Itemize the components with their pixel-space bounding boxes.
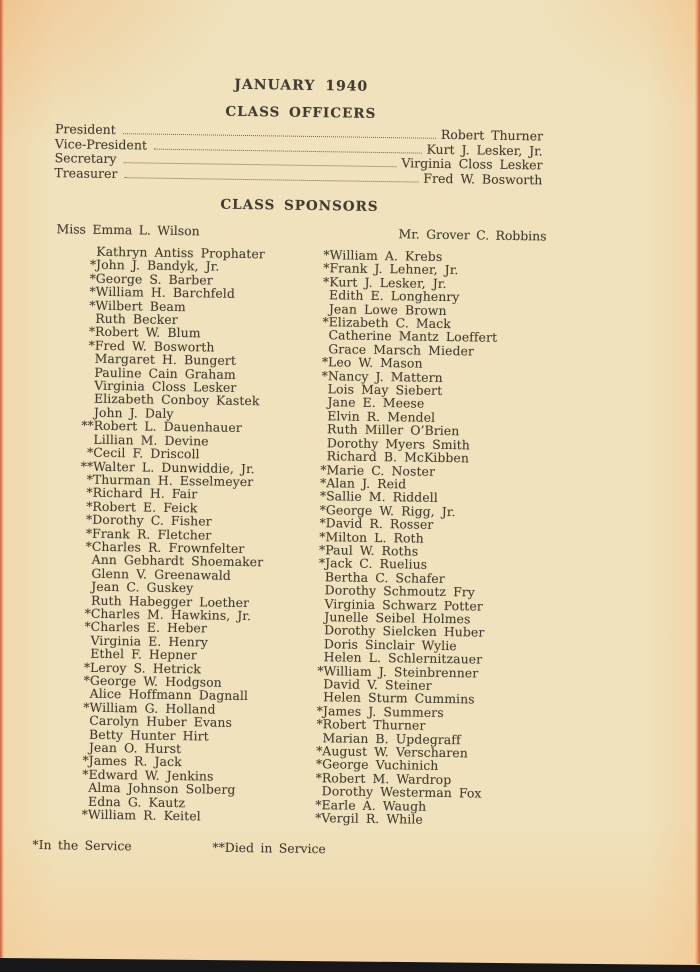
person-name: Kathryn Antiss Prophater (96, 243, 265, 262)
person-name: Bertha C. Schafer (324, 568, 445, 586)
person-name: Leo W. Mason (328, 354, 423, 371)
person-name: Vergil R. While (321, 810, 423, 827)
service-marker: * (88, 324, 96, 340)
person-name: Fred W. Bosworth (94, 337, 215, 355)
service-marker: * (315, 810, 322, 826)
person-name: Ruth Becker (95, 310, 178, 328)
person-name: George S. Barber (95, 270, 213, 288)
person-name: William R. Keitel (87, 806, 201, 824)
person-name: Paul W. Roths (325, 542, 419, 559)
officer-name: Virginia Closs Lesker (401, 155, 543, 173)
person-name: John J. Daly (93, 404, 174, 421)
person-name: Marian B. Updegraff (322, 729, 461, 747)
service-marker: * (89, 283, 96, 300)
person-name: Pauline Cain Graham (94, 364, 236, 382)
person-name: Earle A. Waugh (321, 796, 427, 814)
person-name: Marie C. Noster (326, 461, 436, 479)
person-name: William H. Barchfeld (95, 284, 236, 302)
person-name: Charles M. Hawkins, Jr. (90, 605, 252, 624)
person-name: Dorothy Myers Smith (326, 434, 471, 453)
person-name: William A. Krebs (329, 247, 443, 264)
person-name: Richard B. McKibben (326, 448, 470, 466)
sponsor-left: Miss Emma L. Wilson (56, 221, 200, 239)
person-name: Leroy S. Hetrick (90, 659, 202, 676)
service-marker: * (316, 743, 323, 759)
service-marker: * (89, 297, 96, 313)
person-name: Ruth Miller O’Brien (327, 421, 460, 439)
person-name: Carolyn Huber Evans (89, 712, 233, 731)
service-marker: ** (80, 458, 94, 474)
person-name: Alan J. Reid (326, 475, 407, 492)
service-marker: * (85, 538, 93, 554)
person-name: Jane E. Meese (327, 394, 425, 412)
sponsors-heading: CLASS SPONSORS (220, 196, 379, 215)
person-name: Helen L. Schlernitzauer (323, 649, 483, 667)
service-marker: * (83, 699, 90, 715)
dotted-leader (124, 177, 418, 182)
service-marker: * (320, 461, 327, 477)
person-name: Dorothy Sielcken Huber (324, 622, 485, 640)
person-name: Charles E. Heber (90, 619, 208, 636)
service-marker: * (89, 270, 96, 286)
person-name: Alice Hoffmann Dagnall (89, 686, 249, 704)
person-name: Edith E. Longhenry (328, 287, 460, 305)
page-edge-left (0, 0, 4, 964)
person-name: Jean Lowe Brown (328, 300, 447, 318)
service-marker: * (317, 662, 324, 678)
service-marker: * (323, 260, 330, 276)
page-title: JANUARY 1940 (234, 76, 369, 95)
service-marker: ** (81, 417, 94, 434)
person-name: Elizabeth C. Mack (328, 314, 451, 332)
officer-title: Vice-President (54, 135, 148, 153)
service-marker: * (323, 247, 330, 263)
person-name: Dorothy C. Fisher (92, 511, 212, 529)
person-name: George Vuchinich (322, 756, 439, 774)
person-name: Lillian M. Devine (93, 431, 209, 449)
person-name: Frank J. Lehner, Jr. (329, 260, 459, 278)
officer-title: Treasurer (54, 164, 118, 181)
officer-name: Fred W. Bosworth (423, 170, 543, 187)
person-name: Dorothy Schmoutz Fry (324, 582, 476, 600)
person-name: Robert M. Wardrop (321, 770, 452, 787)
service-marker: * (315, 769, 323, 786)
service-marker: * (86, 471, 94, 487)
service-marker: * (321, 367, 329, 383)
person-name: Wilbert Beam (95, 297, 186, 314)
person-name: Elizabeth Conboy Kastek (93, 391, 260, 409)
service-marker: * (82, 766, 89, 782)
person-name: Elvin R. Mendel (327, 408, 436, 425)
service-marker: * (319, 542, 326, 558)
person-name: Jean C. Guskey (91, 578, 194, 596)
service-marker: * (88, 337, 95, 353)
person-name: Junelle Seibel Holmes (324, 609, 471, 627)
person-name: Edward W. Jenkins (88, 766, 214, 784)
officers-list (54, 121, 543, 186)
person-name: Glenn V. Greenawald (91, 565, 232, 583)
person-name: Margaret H. Bungert (94, 351, 237, 369)
person-name: David R. Rosser (325, 515, 434, 532)
person-name: Doris Sinclair Wylie (323, 635, 457, 653)
person-name: Cecil F. Driscoll (93, 444, 200, 462)
service-marker: * (89, 257, 97, 273)
person-name: Sallie M. Riddell (326, 488, 438, 506)
sponsor-right: Mr. Grover C. Robbins (398, 226, 547, 244)
service-marker: * (321, 354, 329, 370)
officer-name: Kurt J. Lesker, Jr. (426, 141, 543, 158)
person-name: William G. Holland (89, 699, 216, 717)
officer-title: President (54, 121, 116, 138)
service-marker: * (86, 498, 93, 514)
service-marker: * (318, 555, 326, 571)
service-marker: * (316, 716, 323, 732)
service-marker: * (83, 672, 91, 688)
officers-heading: CLASS OFFICERS (225, 103, 377, 122)
names-columns (33, 244, 556, 828)
person-name: James J. Summers (322, 703, 444, 720)
page-edge-right (695, 0, 700, 964)
list-item (81, 806, 322, 825)
person-name: Frank R. Fletcher (91, 525, 212, 543)
person-name: George W. Rigg, Jr. (325, 501, 456, 519)
service-marker: * (319, 501, 327, 517)
person-name: Charles R. Frownfelter (91, 538, 245, 556)
scan-bottom-shadow (0, 958, 700, 972)
service-marker: * (84, 619, 91, 635)
person-name: Richard H. Fair (92, 485, 198, 502)
person-name: Robert W. Blum (94, 324, 201, 341)
person-name: Jack C. Ruelius (325, 555, 428, 573)
service-marker: * (81, 806, 89, 822)
person-name: Betty Hunter Hirt (89, 726, 209, 744)
service-marker: * (322, 273, 330, 290)
person-name: Walter L. Dunwiddie, Jr. (92, 458, 255, 476)
person-name: James R. Jack (88, 753, 182, 770)
person-name: Grace Marsch Mieder (328, 341, 475, 359)
sponsors-row (41, 221, 556, 245)
names-column-right (315, 247, 556, 828)
service-marker: * (82, 753, 89, 769)
service-marker: * (86, 484, 93, 501)
service-marker: * (85, 511, 93, 527)
person-name: Ann Gebhardt Shoemaker (91, 552, 264, 570)
service-marker: * (319, 515, 326, 531)
person-name: David V. Steiner (323, 676, 432, 693)
person-name: Ethel F. Hepner (90, 645, 198, 663)
service-marker: * (319, 528, 326, 544)
service-marker: * (319, 488, 327, 504)
service-marker: * (84, 605, 92, 621)
service-marker: * (320, 475, 327, 491)
person-name: Nancy J. Mattern (327, 367, 443, 385)
person-name: Robert L. Dauenhauer (93, 418, 243, 436)
list-item (315, 810, 548, 828)
legend-in-service: *In the Service (32, 837, 132, 854)
service-marker: * (315, 796, 322, 812)
service-marker: * (85, 525, 93, 541)
service-marker: * (322, 314, 329, 330)
service-marker: * (316, 702, 324, 719)
person-name: Robert Thurner (322, 716, 426, 733)
person-name: Thurman H. Esselmeyer (92, 471, 254, 490)
officer-name: Robert Thurner (440, 126, 544, 144)
person-name: Catherine Mantz Loeffert (328, 327, 498, 346)
person-name: Robert E. Feick (92, 498, 198, 516)
service-marker: * (86, 444, 94, 460)
person-name: Alma Johnson Solberg (88, 779, 236, 798)
person-name: Jean O. Hurst (88, 739, 182, 757)
service-marker: * (83, 659, 91, 675)
legend-row (20, 837, 547, 861)
service-marker: * (315, 756, 323, 772)
person-name: George W. Hodgson (89, 672, 222, 690)
person-name: Virginia Schwarz Potter (324, 595, 484, 614)
person-name: Helen Sturm Cummins (323, 689, 475, 707)
person-name: August W. Verscharen (322, 743, 468, 761)
names-column-left (80, 243, 330, 825)
person-name: Virginia E. Henry (90, 632, 209, 650)
person-name: Dorothy Westerman Fox (321, 783, 482, 801)
person-name: Kurt J. Lesker, Jr. (329, 274, 447, 291)
person-name: Milton L. Roth (325, 528, 424, 546)
page-content (32, 0, 560, 861)
person-name: John J. Bandyk, Jr. (95, 257, 220, 275)
person-name: Lois May Siebert (327, 381, 443, 398)
officer-title: Secretary (54, 150, 117, 167)
person-name: Virginia Closs Lesker (94, 377, 237, 395)
person-name: Edna G. Kautz (88, 793, 186, 810)
legend-died-in-service: **Died in Service (212, 840, 326, 857)
person-name: William J. Steinbrenner (323, 662, 479, 681)
person-name: Ruth Habegger Loether (90, 592, 250, 610)
